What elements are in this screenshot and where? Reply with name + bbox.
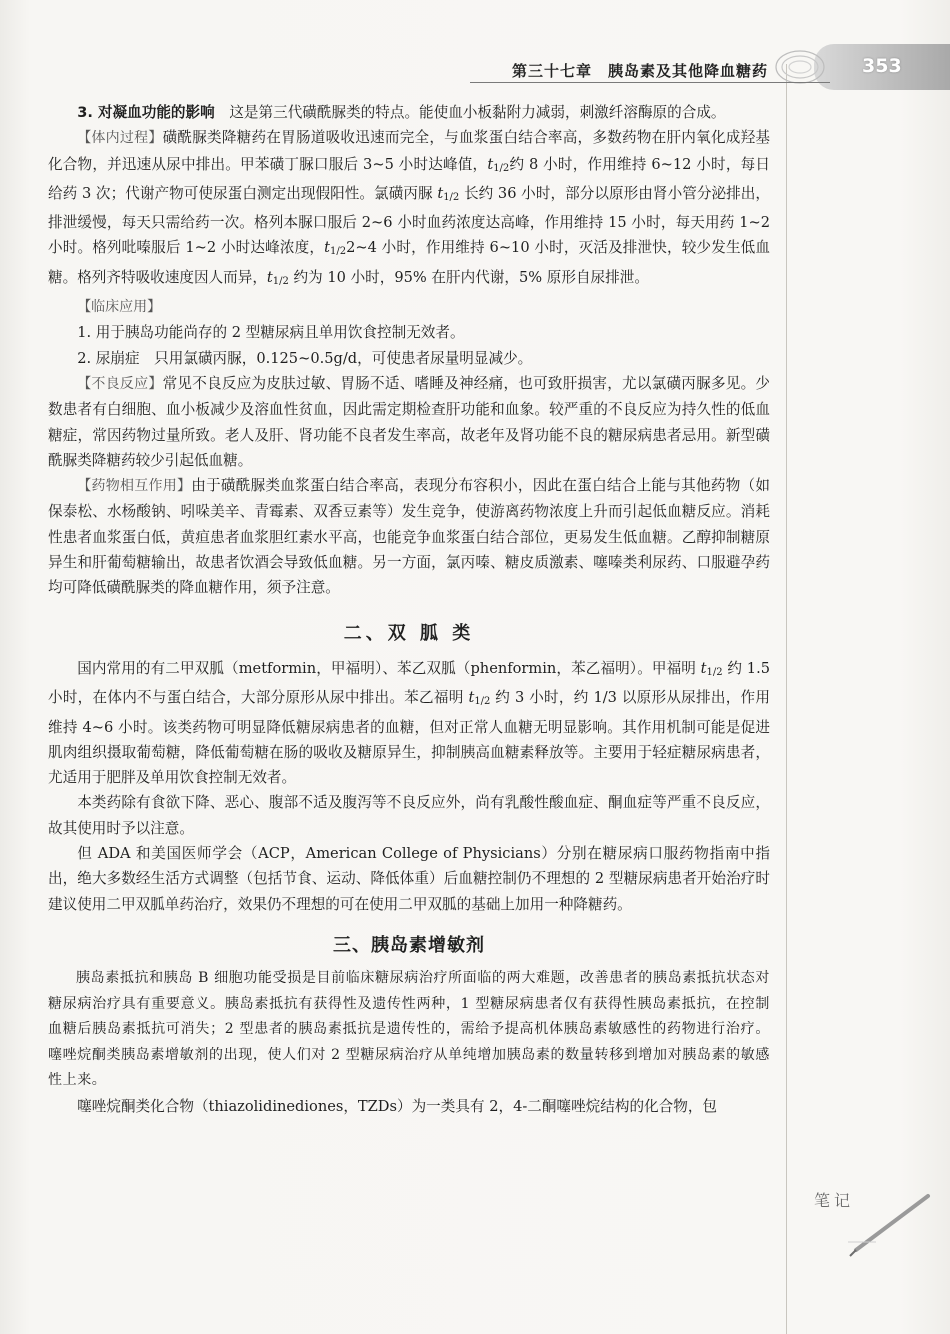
swirl-ornament-icon [770,44,826,90]
pen-icon [846,1188,936,1258]
paragraph-coagulation [48,100,770,125]
topic-label: 【体内过程】 [77,130,163,147]
paragraph-text: 长约 36 小时，部分以原形由肾小管分泌排出，排泄缓慢，每天只需给药一次。格列本脲口服后 2~6 小时血药浓度达高峰，作用维持 15 小时，每天用药 1~2 小时。格列吡嗪服后 1~2 小时达峰浓度， [48,184,770,257]
clinical-item-2 [48,346,770,371]
paragraph-biguanides-guideline: 但 ADA 和美国医师学会（ACP，American College of Physicians）分别在糖尿病口服药物指南中指出，绝大多数经生活方式调整（包括节食、运动、降低体重）后血糖控制仍不理想的 2 型糖尿病患者开始治疗时建议使用二甲双胍单药治疗，效果仍不理想的可在使用二甲双胍的基础上加用一种降糖药。 [48,845,770,913]
paragraph-text: 由于磺酰脲类血浆蛋白结合率高，表现分布容积小，因此在蛋白结合上能与其他药物（如保泰松、水杨酸钠、吲哚美辛、青霉素、双香豆素等）发生竞争，使游离药物浓度上升而引起低血糖反应。消耗性患者血浆蛋白低，黄疸患者血浆胆红素水平高，也能竞争血浆蛋白结合部位，更易发生低血糖。乙醇抑制糖原异生和肝葡萄糖输出，故患者饮酒会导致低血糖。另一方面，氯丙嗪、糖皮质激素、噻嗪类利尿药、口服避孕药均可降低磺酰脲类的降血糖作用，须予注意。 [48,477,770,597]
paragraph-pharmacokinetics [48,125,770,294]
half-life-symbol: t [437,184,444,202]
paragraph-text: 约 3 小时，约 1/3 以原形从尿排出，作用维持 4~6 小时。该类药物可明显降低糖尿病患者的血糖，但对正常人血糖无明显影响。其作用机制可能是促进肌肉组织摄取葡萄糖，降低葡萄糖在肠的吸收及糖原异生，抑制胰高血糖素释放等。主要用于轻症糖尿病患者，尤适用于肥胖及单用饮食控制无效者。 [48,689,770,787]
paragraph-text: 约为 10 小时，95% 在肝内代谢，5% 原形自尿排泄。 [293,268,649,286]
clinical-item-2-text: 只用氯磺丙脲，0.125~0.5g/d，可使患者尿量明显减少。 [154,349,533,367]
topic-label: 【临床应用】 [77,299,162,316]
paragraph-drug-interactions [48,473,770,600]
paragraph-biguanides-adverse: 本类药除有食欲下降、恶心、腹部不适及腹泻等不良反应外，尚有乳酸性酸血症、酮血症等严重不良反应，故其使用时予以注意。 [48,794,770,837]
topic-label: 【药物相互作用】 [77,478,192,495]
half-life-symbol: t [468,689,475,707]
notes-label: 笔记 [814,1191,855,1210]
half-life-subscript: 1/2 [443,191,460,203]
paragraph-insulin-resistance: 胰岛素抵抗和胰岛 B 细胞功能受损是目前临床糖尿病治疗所面临的两大难题，改善患者的胰岛素抵抗状态对糖尿病治疗具有重要意义。胰岛素抵抗有获得性及遗传性两种，1 型糖尿病患者仅有获得性胰岛素抵抗，在控制血糖后胰岛素抵抗可消失；2 型患者的胰岛素抵抗是遗传性的，需给予提高机体胰岛素敏感性的药物进行治疗。噻唑烷酮类胰岛素增敏剂的出现，使人们对 2 型糖尿病治疗从单纯增加胰岛素的数量转移到增加对胰岛素的敏感性上来。 [48,970,770,1089]
page-number: 353 [862,55,902,77]
paragraph-text: 2~4 小时，作用维持 6~10 小时，灭活及排泄快，较少发生低血糖。格列齐特吸收速度因人而异， [48,239,770,286]
half-life-subscript: 1/2 [329,246,347,258]
paragraph-text: 国内常用的有二甲双胍（metformin，甲福明）、苯乙双胍（phenformin，苯乙福明）。甲福明 [77,659,701,677]
topic-label: 【不良反应】 [77,375,163,392]
half-life-subscript: 1/2 [493,162,510,174]
paragraph-text: 这是第三代磺酰脲类的特点。能使血小板黏附力减弱，刺激纤溶酶原的合成。 [229,104,726,121]
page-body [48,100,770,1119]
clinical-item-1: 1. 用于胰岛功能尚存的 2 型糖尿病且单用饮食控制无效者。 [77,324,465,342]
running-title: 第三十七章 胰岛素及其他降血糖药 [511,62,768,80]
half-life-symbol: t [266,268,273,286]
clinical-label-line [48,294,770,320]
half-life-subscript: 1/2 [706,666,723,678]
paragraph-tzd-intro: 噻唑烷酮类化合物（thiazolidinediones，TZDs）为一类具有 2，4-二酮噻唑烷结构的化合物，包 [77,1097,718,1115]
paragraph-text: 约 1.5 小时，在体内不与蛋白结合，大部分原形从尿中排出。苯乙福明 [48,659,770,707]
half-life-subscript: 1/2 [272,275,289,287]
clinical-item-2-label: 2. 尿崩症 [77,349,140,367]
paragraph-text: 约 8 小时，作用维持 6~12 小时，每日给药 3 次；代谢产物可使尿蛋白测定出现假阳性。氯磺丙脲 [48,155,770,202]
subsection-label: 3. 对凝血功能的影响 [77,104,215,121]
paragraph-text: 磺酰脲类降糖药在胃肠道吸收迅速而完全，与血浆蛋白结合率高，多数药物在肝内氧化成羟基化合物，并迅速从尿中排出。甲苯磺丁脲口服后 3~5 小时达峰值， [48,129,770,173]
half-life-symbol: t [324,239,330,257]
half-life-symbol: t [487,155,494,173]
half-life-symbol: t [700,659,707,677]
section-heading-insulin-sensitizers: 三、胰岛素增敏剂 [333,934,485,956]
paragraph-biguanides-intro [48,656,770,790]
section-heading-biguanides: 二、双 胍 类 [343,622,475,644]
paragraph-adverse-reactions [48,371,770,473]
margin-rule [786,64,787,1334]
paragraph-text: 常见不良反应为皮肤过敏、胃肠不适、嗜睡及神经痛，也可致肝损害，尤以氯磺丙脲多见。少数患者有白细胞、血小板减少及溶血性贫血，因此需定期检查肝功能和血象。较严重的不良反应为持久性的低血糖症，常因药物过量所致。老人及肝、肾功能不良者发生率高，故老年及肾功能不良的糖尿病患者忌用。新型磺酰脲类降糖药较少引起低血糖。 [48,374,770,469]
header-rule [470,82,830,83]
half-life-subscript: 1/2 [474,696,491,708]
